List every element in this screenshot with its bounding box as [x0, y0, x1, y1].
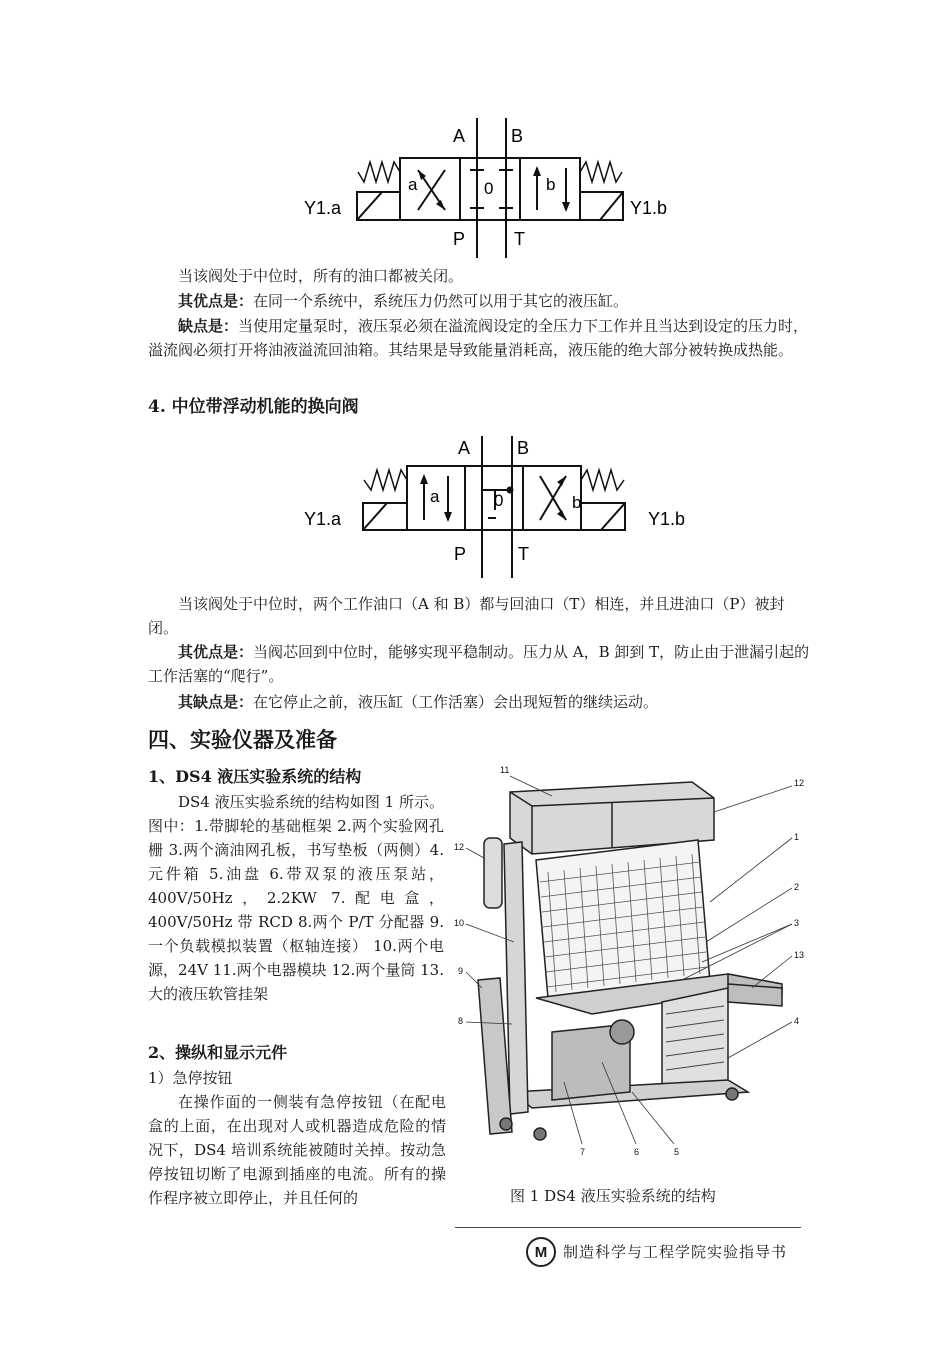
- port-t-label: T: [514, 229, 525, 249]
- subsection-heading-structure: 1、DS4 液压实验系统的结构: [148, 767, 362, 786]
- section-heading-floating-valve: 4. 中位带浮动机能的换向阀: [148, 397, 359, 417]
- closed-center-description: 当该阀处于中位时，所有的油口都被关闭。: [178, 267, 464, 285]
- closed-center-advantage: [148, 289, 813, 313]
- coil-right-label: Y1.b: [630, 198, 668, 218]
- coil-left-label: Y1.a: [304, 509, 342, 529]
- figure-callout: 10: [454, 918, 465, 928]
- figure-callout: 13: [794, 950, 805, 960]
- emergency-stop-heading: 1）急停按钮: [148, 1069, 233, 1087]
- structure-description: DS4 液压实验系统的结构如图 1 所示。图中：1.带脚轮的基础框架 2.两个实验网孔栅 3.两个滴油网孔板，书写垫板（两侧）4.元件箱 5.油盘 6.带双泵的液压泵站，400V/50Hz，2.2KW 7.配电盒，400V/50Hz 带 RCD 8.两个 P/T 分配器 9.一个负载模拟装置（枢轴连接） 10.两个电源，24V 11.两个电器模块 12.两个量筒 13. 大的液压软管挂架: [148, 793, 444, 1003]
- figure-callout: 12: [454, 842, 465, 852]
- float-center-advantage: [148, 640, 813, 688]
- port-p-label: P: [454, 544, 467, 564]
- school-logo-mark: M: [534, 1243, 548, 1261]
- coil-right-label: Y1.b: [648, 509, 686, 529]
- figure-callout: 3: [794, 918, 800, 928]
- school-logo: [526, 1237, 556, 1267]
- port-b-label: B: [511, 126, 524, 146]
- figure-callout: 9: [458, 966, 464, 976]
- position-a-label: a: [430, 487, 440, 506]
- ds4-system-figure: [452, 762, 812, 1172]
- valve-diagram-closed-center: [290, 110, 710, 260]
- figure-callout: 12: [794, 778, 805, 788]
- figure-callout: 4: [794, 1016, 800, 1026]
- figure-caption: 图 1 DS4 液压实验系统的结构: [510, 1187, 716, 1205]
- figure-callout: 2: [794, 882, 800, 892]
- position-b-label: b: [546, 175, 556, 194]
- port-b-label: B: [517, 438, 530, 458]
- footer-rule: [455, 1227, 801, 1228]
- disadvantage-text: 当使用定量泵时，液压泵必须在溢流阀设定的全压力下工作并且当达到设定的压力时，溢流阀必须打开将油液溢流回油箱。其结果是导致能量消耗高，液压能的绝大部分被转换成热能。: [148, 317, 809, 359]
- float-center-disadvantage: [148, 690, 813, 714]
- float-center-description: 当该阀处于中位时，两个工作油口（A 和 B）都与回油口（T）相连，并且进油口（P）被封闭。: [148, 595, 785, 637]
- advantage-label: 其优点是：: [178, 292, 254, 310]
- disadvantage-label: 缺点是：: [178, 317, 239, 335]
- port-p-label: P: [453, 229, 466, 249]
- figure-callout: 6: [634, 1147, 640, 1157]
- advantage-text: 当阀芯回到中位时，能够实现平稳制动。压力从 A，B 卸到 T，防止由于泄漏引起的工作活塞的“爬行”。: [148, 643, 810, 685]
- figure-callout: 5: [674, 1147, 680, 1157]
- position-0-label: 0: [484, 179, 494, 198]
- position-a-label: a: [408, 175, 418, 194]
- figure-callout: 7: [580, 1147, 586, 1157]
- position-0-label: 0: [494, 491, 504, 510]
- disadvantage-label: 其缺点是：: [178, 693, 254, 711]
- port-a-label: A: [453, 126, 466, 146]
- closed-center-disadvantage: [148, 314, 813, 362]
- figure-callout: 11: [500, 765, 510, 775]
- footer-text: 制造科学与工程学院实验指导书: [563, 1243, 788, 1261]
- advantage-text: 在同一个系统中，系统压力仍然可以用于其它的液压缸。: [253, 292, 629, 310]
- figure-callout: 8: [458, 1016, 464, 1026]
- disadvantage-text: 在它停止之前，液压缸（工作活塞）会出现短暂的继续运动。: [253, 693, 659, 711]
- subsection-heading-controls: 2、操纵和显示元件: [148, 1043, 288, 1062]
- valve-diagram-float-center: [290, 428, 710, 580]
- figure-callout: 1: [794, 832, 800, 842]
- emergency-stop-description: 在操作面的一侧装有急停按钮（在配电盒的上面，在出现对人或机器造成危险的情况下，DS4 培训系统能被随时关掉。按动急停按钮切断了电源到插座的电流。所有的操作程序被立即停止，并且任何的: [148, 1093, 446, 1207]
- chapter-heading: 四、实验仪器及准备: [148, 727, 337, 752]
- position-b-label: b: [572, 493, 582, 512]
- port-a-label: A: [458, 438, 471, 458]
- advantage-label: 其优点是：: [178, 643, 254, 661]
- coil-left-label: Y1.a: [304, 198, 342, 218]
- port-t-label: T: [518, 544, 529, 564]
